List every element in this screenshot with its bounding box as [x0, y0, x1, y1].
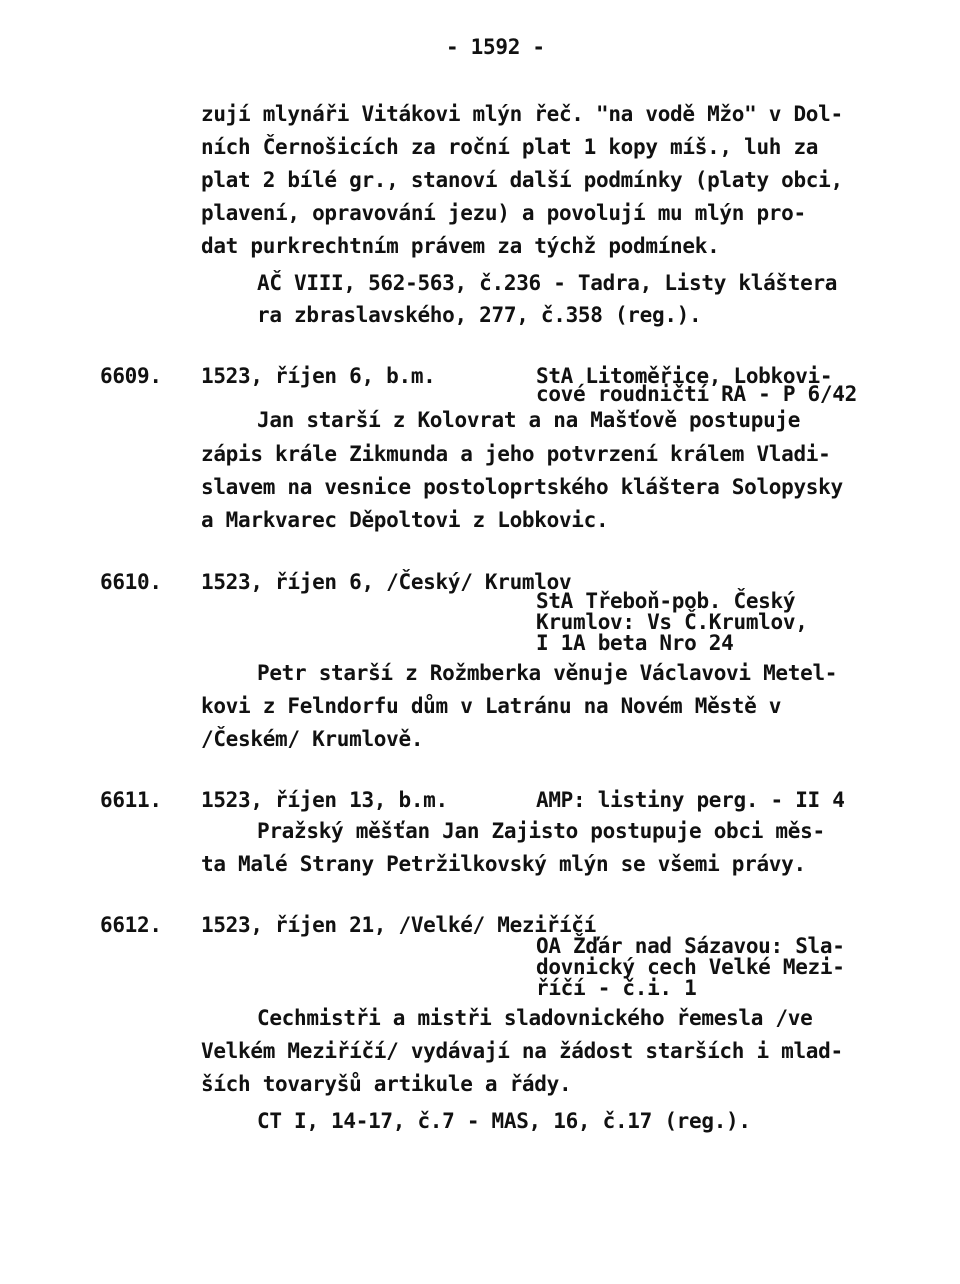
entry-date: 1523, říjen 6, /Český/ Krumlov	[201, 570, 572, 594]
entry-source: Krumlov: Vs Č.Krumlov,	[536, 610, 808, 634]
entry-text-line: Cechmistři a mistři sladovnického řemesla /ve	[257, 1006, 813, 1030]
entry-text-line: slavem na vesnice postoloprtského kláštera Solopysky	[201, 475, 843, 499]
entry-source: I 1A beta Nro 24	[536, 631, 734, 655]
entry-text-line: Jan starší z Kolovrat a na Mašťově postupuje	[257, 408, 801, 432]
intro-line: ních Černošicích za roční plat 1 kopy míš., luh za	[201, 135, 819, 159]
entry-source: AMP: listiny perg. - II 4	[536, 788, 845, 812]
entry-source: StA Litoměřice, Lobkovi-	[536, 364, 833, 388]
intro-reference: ra zbraslavského, 277, č.358 (reg.).	[257, 303, 702, 327]
entry-source: OA Žďár nad Sázavou: Sla-	[536, 934, 845, 958]
entry-number: 6609.	[100, 364, 162, 388]
intro-line: zují mlynáři Vitákovi mlýn řeč. "na vodě Mžo" v Dol-	[201, 102, 843, 126]
entry-number: 6611.	[100, 788, 162, 812]
entry-source: dovnický cech Velké Mezi-	[536, 955, 845, 979]
entry-date: 1523, říjen 6, b.m.	[201, 364, 436, 388]
entry-text-line: a Markvarec Děpoltovi z Lobkovic.	[201, 508, 609, 532]
intro-line: plavení, opravování jezu) a povolují mu mlýn pro-	[201, 201, 806, 225]
entry-date: 1523, říjen 21, /Velké/ Meziříčí	[201, 913, 596, 937]
entry-text-line: ta Malé Strany Petržilkovský mlýn se všemi právy.	[201, 852, 806, 876]
page-number: - 1592 -	[446, 35, 545, 59]
intro-line: dat purkrechtním právem za týchž podmínek.	[201, 234, 720, 258]
entry-number: 6610.	[100, 570, 162, 594]
entry-text-line: zápis krále Zikmunda a jeho potvrzení králem Vladi-	[201, 442, 831, 466]
entry-text-line: Pražský měšťan Jan Zajisto postupuje obci měs-	[257, 819, 825, 843]
entry-text-line: Velkém Meziříčí/ vydávají na žádost starších i mlad-	[201, 1039, 843, 1063]
entry-number: 6612.	[100, 913, 162, 937]
entry-text-line: Petr starší z Rožmberka věnuje Václavovi Metel-	[257, 661, 838, 685]
entry-text-line: kovi z Felndorfu dům v Latránu na Novém Městě v	[201, 694, 782, 718]
intro-reference: AČ VIII, 562-563, č.236 - Tadra, Listy kláštera	[257, 271, 838, 295]
entry-date: 1523, říjen 13, b.m.	[201, 788, 448, 812]
entry-source: cové roudničtí RA - P 6/42	[536, 382, 857, 406]
entry-source: říčí - č.i. 1	[536, 976, 697, 1000]
intro-line: plat 2 bílé gr., stanoví další podmínky (platy obci,	[201, 168, 843, 192]
entry-source: StA Třeboň-pob. Český	[536, 589, 796, 613]
entry-text-line: ších tovaryšů artikule a řády.	[201, 1072, 572, 1096]
entry-reference: CT I, 14-17, č.7 - MAS, 16, č.17 (reg.).	[257, 1109, 751, 1133]
entry-text-line: /Českém/ Krumlově.	[201, 727, 424, 751]
